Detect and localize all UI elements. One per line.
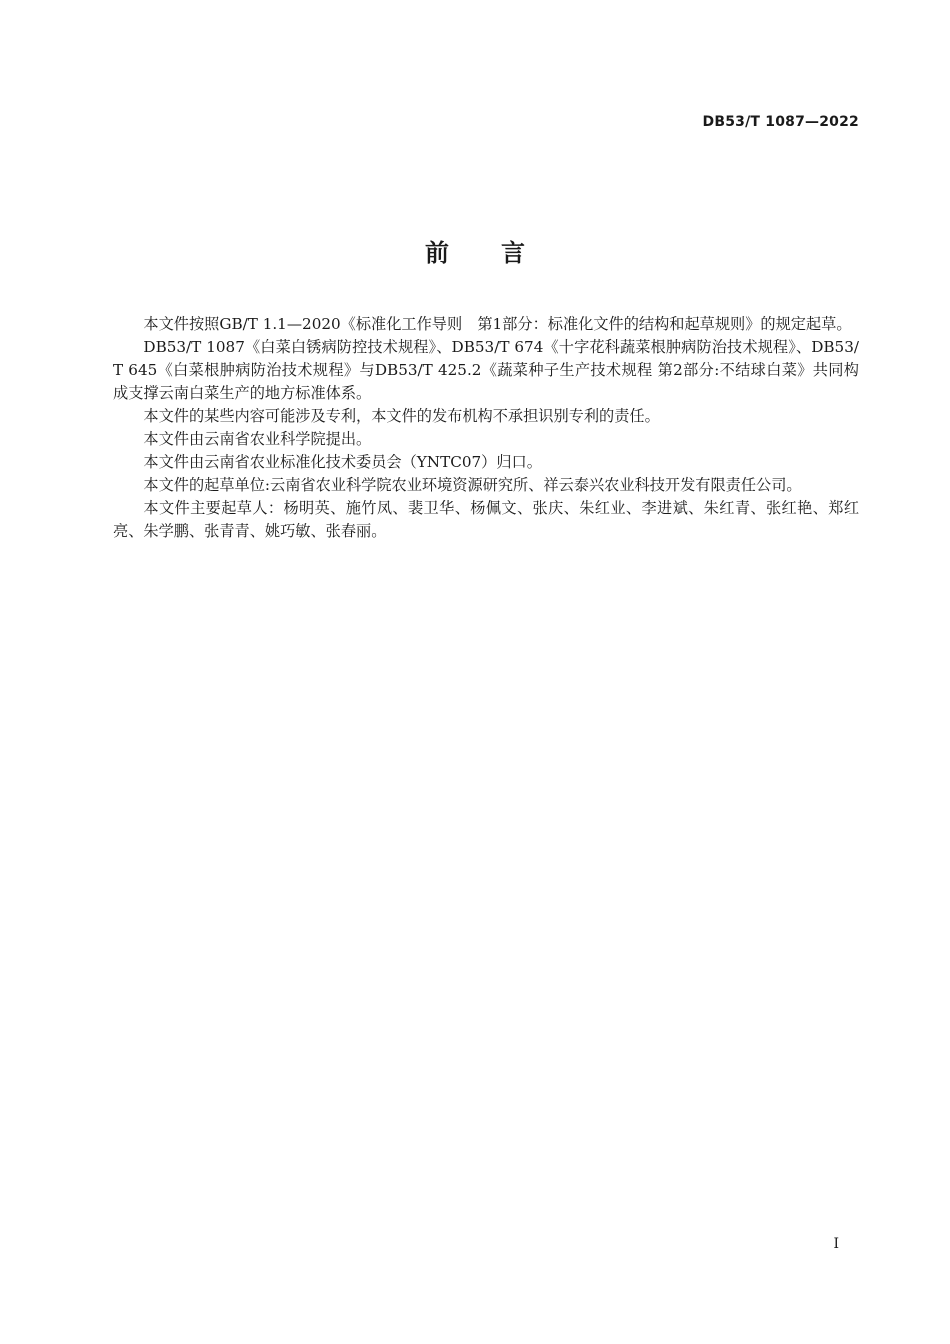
- page-number: I: [833, 1236, 839, 1252]
- paragraph-committee: 本文件由云南省农业标准化技术委员会（YNTC07）归口。: [143, 453, 542, 471]
- paragraph-standard-system: DB53/T 1087《白菜白锈病防控技术规程》、DB53/T 674《十字花科蔬菜根肿病防治技术规程》、DB53/T 645《白菜根肿病防治技术规程》与DB53/T 425.2《蔬菜种子生产技术规程 第2部分:不结球白菜》共同构成支撑云南白菜生产的地方标准体系。: [113, 338, 859, 402]
- paragraph-patent-notice: 本文件的某些内容可能涉及专利，本文件的发布机构不承担识别专利的责任。: [143, 407, 660, 425]
- document-code: DB53/T 1087—2022: [702, 114, 859, 130]
- page-title: 前言: [425, 239, 577, 267]
- foreword-body: [113, 313, 859, 543]
- paragraph-drafters: 本文件主要起草人：杨明英、施竹凤、裴卫华、杨佩文、张庆、朱红业、李进斌、朱红青、张红艳、郑红亮、朱学鹏、张青青、姚巧敏、张春丽。: [113, 499, 859, 540]
- paragraph-proposer: 本文件由云南省农业科学院提出。: [143, 430, 372, 448]
- paragraph-drafting-units: 本文件的起草单位:云南省农业科学院农业环境资源研究所、祥云泰兴农业科技开发有限责任公司。: [143, 476, 802, 494]
- paragraph-drafting-basis: 本文件按照GB/T 1.1—2020《标准化工作导则 第1部分：标准化文件的结构和起草规则》的规定起草。: [143, 315, 852, 333]
